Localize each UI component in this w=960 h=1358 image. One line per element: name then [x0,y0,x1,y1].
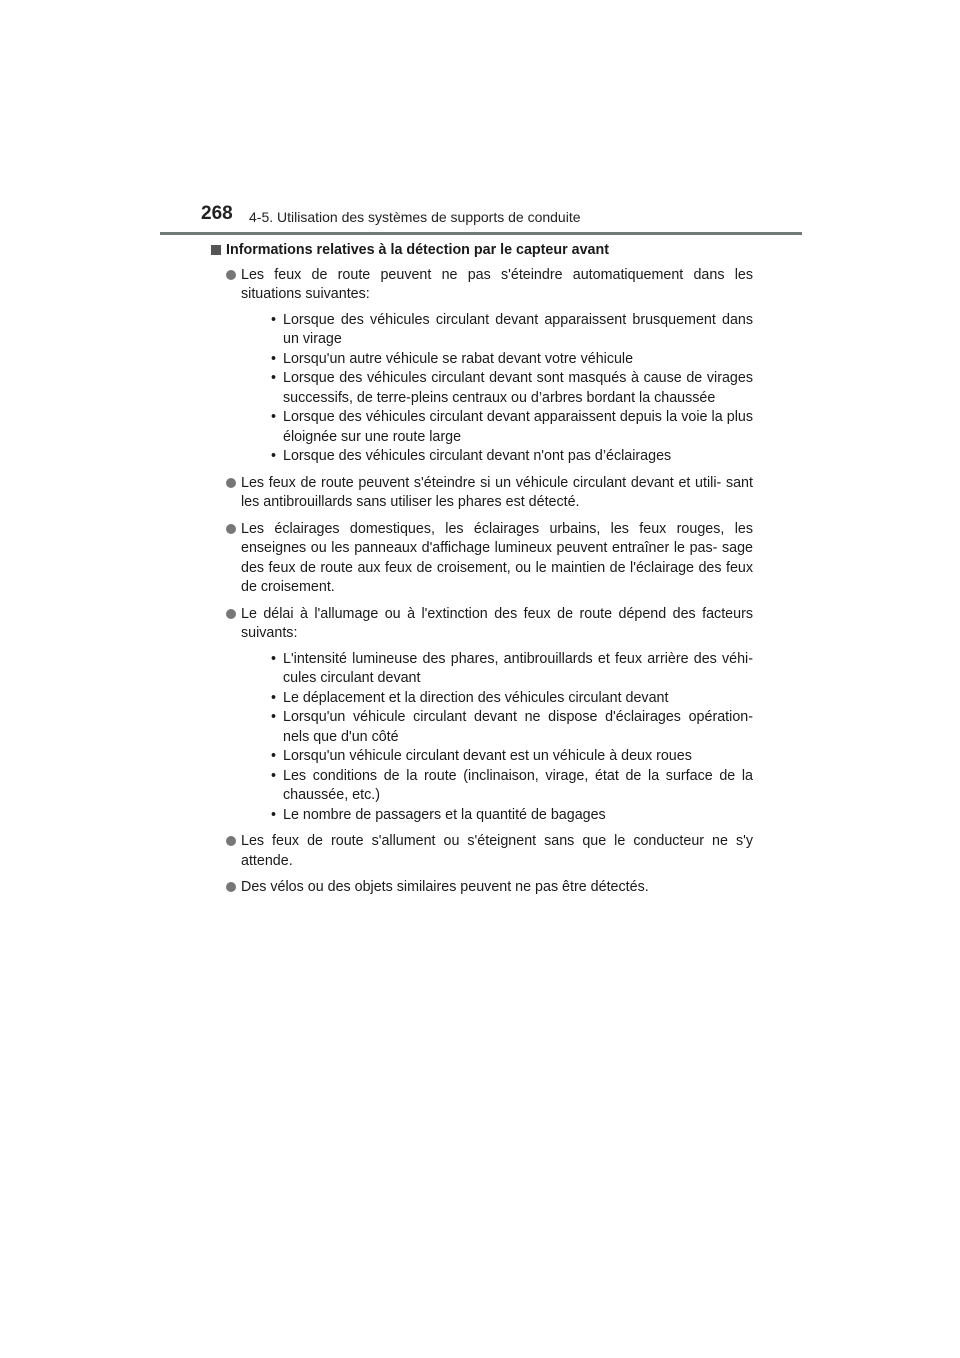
sub-list-item: • Lorsque des véhicules circulant devant n'ont pas d’éclairages [241,447,753,467]
sub-bullet-marker: • [271,448,277,464]
circle-bullet-icon [226,478,236,488]
list-item [211,266,753,467]
sub-bullet-marker: • [271,806,277,823]
square-bullet-icon [211,245,221,255]
sub-bullet-marker: • [271,350,277,367]
section-title: Informations relatives à la détection par le capteur avant [226,242,609,258]
sub-bullet-marker: • [271,748,277,764]
sub-bullet-marker: • [271,767,277,784]
section-heading [211,241,753,261]
sub-bullet-marker: • [271,311,277,328]
bullet-text: Les éclairages domestiques, les éclairages urbains, les feux rouges, les enseignes ou les panneaux d'affichage lumineux peuvent entraîner le pas- sage des feux de route aux feux de croisement, ou le maintien de l'éclairage des feux de croisement. [241,520,753,595]
bullet-text: Les feux de route peuvent s'éteindre si un véhicule circulant devant et utili- sant les antibrouillards sans utiliser les phares est détecté. [241,474,753,510]
page-number: 268 [201,203,233,224]
circle-bullet-icon [226,882,236,892]
bullet-text: Des vélos ou des objets similaires peuvent ne pas être détectés. [241,879,649,895]
list-item [211,520,753,598]
bullet-text: Les feux de route peuvent ne pas s'éteindre automatiquement dans les situations suivantes: [241,266,753,302]
sub-list [241,311,753,467]
sub-list-item: • Lorsqu'un véhicule circulant devant est un véhicule à deux roues [241,747,753,767]
sub-list-item: • Lorsqu'un autre véhicule se rabat devant votre véhicule [241,350,753,370]
list-item [211,878,753,898]
bullet-text: Les feux de route s'allument ou s'éteignent sans que le conducteur ne s'y attende. [241,833,753,869]
circle-bullet-icon [226,524,236,534]
sub-list-item: • L'intensité lumineuse des phares, antibrouillards et feux arrière des véhi- cules circulant devant [271,650,753,686]
sub-bullet-marker: • [271,689,277,706]
sub-list-item: • Le déplacement et la direction des véhicules circulant devant [241,689,753,709]
list-item [211,474,753,513]
list-item [211,832,753,871]
header-rule [160,232,802,235]
page-content [211,241,753,905]
circle-bullet-icon [226,609,236,619]
sub-bullet-marker: • [271,709,277,725]
running-head: 4-5. Utilisation des systèmes de supports de conduite [249,209,581,225]
sub-list-item: • Lorsqu'un véhicule circulant devant ne dispose d'éclairages opération- nels que d'un côté [271,709,753,745]
sub-bullet-marker: • [271,650,277,667]
sub-list-item: • Lorsque des véhicules circulant devant sont masqués à cause de virages successifs, de terre-pleins centraux ou d’arbres bordant la chaussée [271,370,753,406]
sub-bullet-marker: • [271,370,277,386]
circle-bullet-icon [226,836,236,846]
sub-list-item: • Lorsque des véhicules circulant devant apparaissent depuis la voie la plus éloignée sur une route large [271,409,753,445]
list-item [211,605,753,826]
sub-list [241,650,753,826]
sub-list-item: • Le nombre de passagers et la quantité de bagages [241,806,753,826]
bullet-text: Le délai à l'allumage ou à l'extinction des feux de route dépend des facteurs suivants: [241,605,753,641]
sub-list-item: • Les conditions de la route (inclinaison, virage, état de la surface de la chaussée, etc.) [271,767,753,803]
circle-bullet-icon [226,270,236,280]
sub-list-item: • Lorsque des véhicules circulant devant apparaissent brusquement dans un virage [271,311,753,347]
sub-bullet-marker: • [271,409,277,425]
